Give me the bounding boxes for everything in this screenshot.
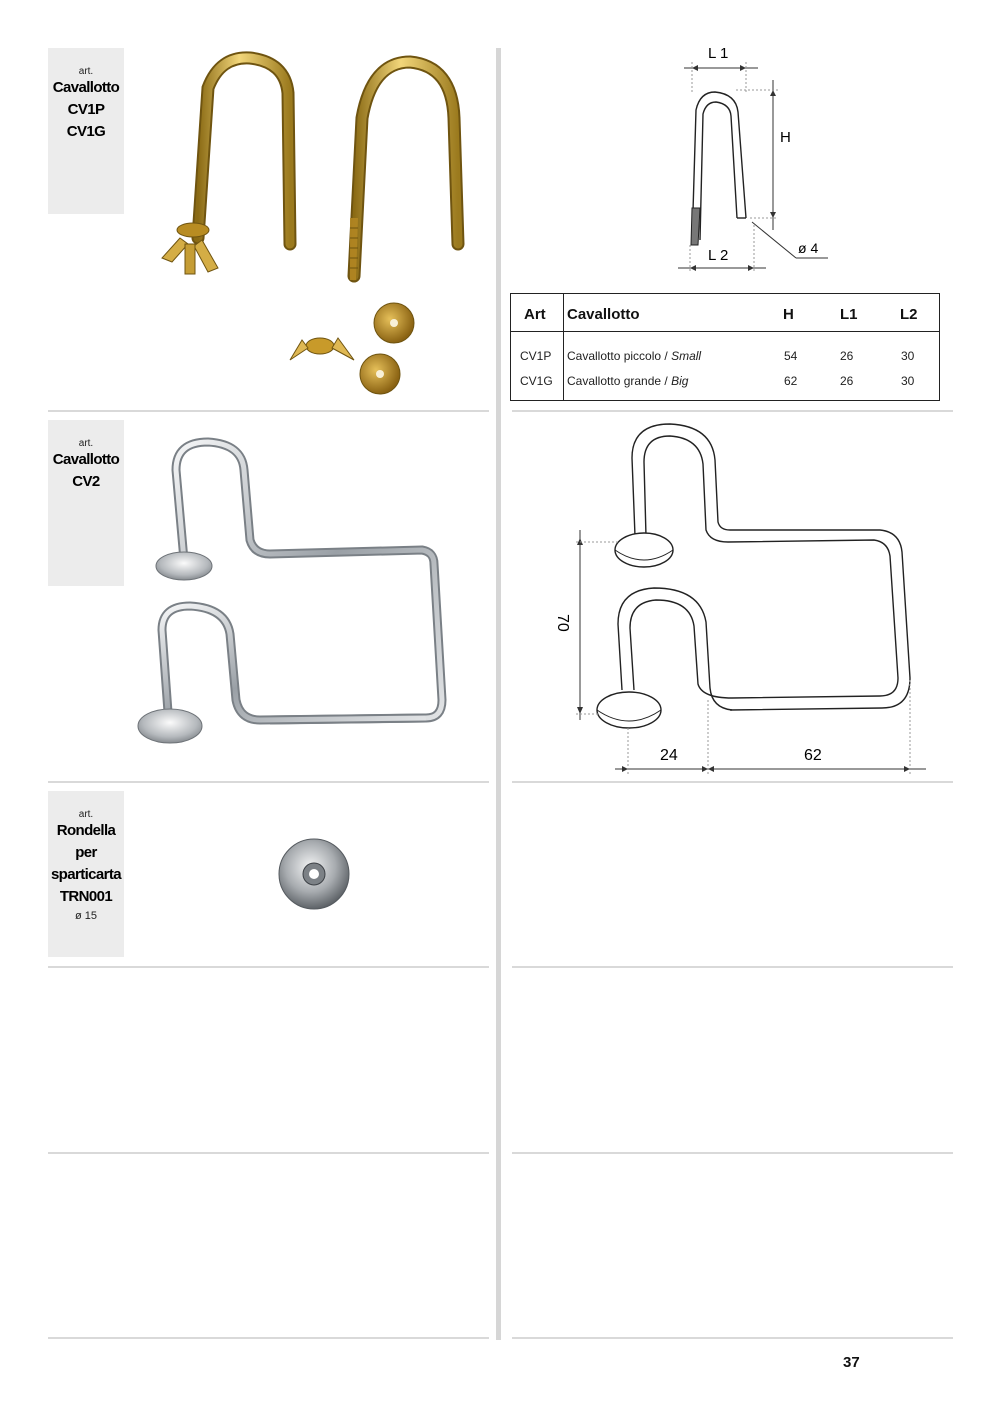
product-name-line: sparticarta bbox=[50, 866, 122, 883]
table-cell-l2: 30 bbox=[901, 349, 915, 363]
table-header-rule bbox=[511, 331, 939, 332]
cavallotto-cv1-photo bbox=[140, 48, 490, 410]
product-name-line: Rondella bbox=[56, 822, 116, 839]
dim-right-width-label: 62 bbox=[804, 747, 822, 764]
table-cell-h: 62 bbox=[784, 374, 798, 388]
cavallotto-cv2-diagram bbox=[550, 418, 950, 778]
product-label-trn001 bbox=[48, 791, 124, 957]
product-label-cv2 bbox=[48, 420, 124, 586]
row-divider bbox=[512, 1337, 953, 1339]
spec-table bbox=[510, 293, 940, 401]
table-cell-h: 54 bbox=[784, 349, 798, 363]
row-divider bbox=[512, 781, 953, 783]
table-cell-desc: Cavallotto piccolo / Small bbox=[567, 349, 702, 363]
row-divider bbox=[48, 1152, 489, 1154]
product-code: CV2 bbox=[72, 473, 100, 490]
row-divider bbox=[48, 1337, 489, 1339]
art-prefix: art. bbox=[78, 438, 94, 449]
art-prefix: art. bbox=[78, 809, 94, 820]
dim-diameter-label: ø 4 bbox=[798, 240, 819, 256]
product-name-line: Cavallotto bbox=[52, 79, 120, 96]
cavallotto-cv2-photo bbox=[130, 430, 470, 770]
table-header-l2: L2 bbox=[900, 306, 918, 323]
table-column-rule bbox=[563, 294, 564, 400]
rondella-photo bbox=[276, 838, 352, 914]
dim-l2-label: L 2 bbox=[708, 247, 729, 264]
table-header-art: Art bbox=[524, 306, 546, 323]
table-cell-art: CV1P bbox=[520, 349, 552, 363]
table-header-cavallotto: Cavallotto bbox=[567, 306, 640, 323]
product-code: TRN001 bbox=[59, 888, 113, 905]
row-divider bbox=[512, 410, 953, 412]
row-divider bbox=[48, 410, 489, 412]
table-cell-desc: Cavallotto grande / Big bbox=[567, 374, 689, 388]
table-header-l1: L1 bbox=[840, 306, 858, 323]
row-divider bbox=[512, 1152, 953, 1154]
product-code: CV1P bbox=[67, 101, 105, 118]
page-number: 37 bbox=[843, 1354, 860, 1371]
row-divider bbox=[48, 781, 489, 783]
cavallotto-dimension-diagram bbox=[670, 40, 840, 280]
dim-l1-label: L 1 bbox=[708, 45, 729, 62]
row-divider bbox=[48, 966, 489, 968]
dim-left-width-label: 24 bbox=[660, 747, 678, 764]
table-cell-l1: 26 bbox=[840, 349, 854, 363]
product-label-cv1 bbox=[48, 48, 124, 214]
product-name-line: Cavallotto bbox=[52, 451, 120, 468]
product-name-line: per bbox=[75, 844, 97, 861]
product-code: CV1G bbox=[66, 123, 106, 140]
art-prefix: art. bbox=[78, 66, 94, 77]
row-divider bbox=[512, 966, 953, 968]
product-diameter: ø 15 bbox=[74, 910, 97, 922]
table-header-h: H bbox=[783, 306, 794, 323]
table-cell-l2: 30 bbox=[901, 374, 915, 388]
column-divider bbox=[496, 48, 501, 1340]
table-cell-l1: 26 bbox=[840, 374, 854, 388]
dim-h-label: H bbox=[780, 129, 791, 146]
dim-height-label: 70 bbox=[554, 614, 571, 632]
table-cell-art: CV1G bbox=[520, 374, 553, 388]
